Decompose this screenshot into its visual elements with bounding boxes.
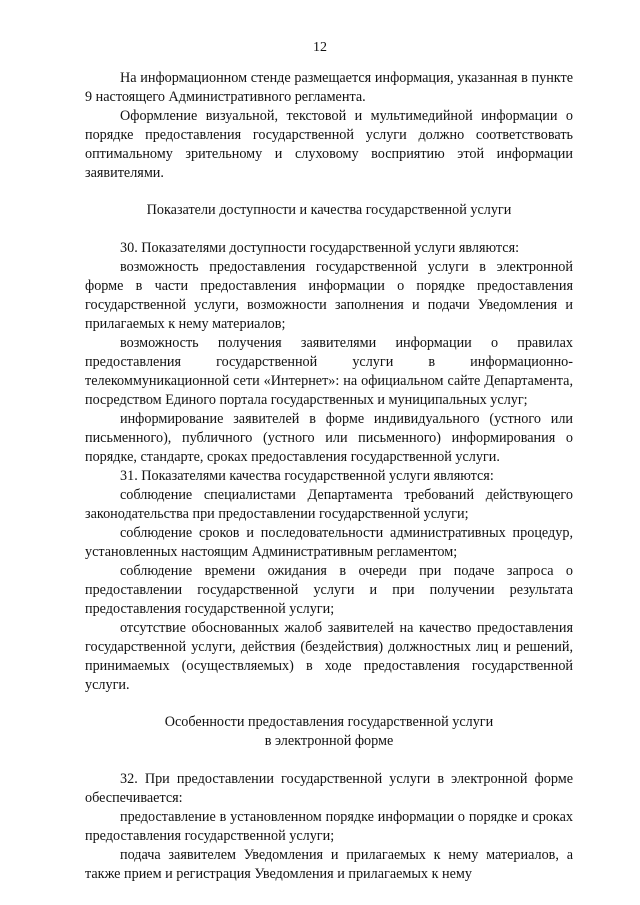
paragraph: 32. При предоставлении государственной услуги в электронной форме обеспечивается: [85, 771, 573, 806]
paragraph: 31. Показателями качества государственной услуги являются: [120, 468, 494, 484]
page-number: 12 [313, 40, 327, 55]
paragraph: соблюдение специалистами Департамента требований действующего законодательства при предоставлении государственной услуги; [85, 487, 573, 522]
paragraph: возможность предоставления государственной услуги в электронной форме в части предоставления информации о порядке предоставления государственной услуги, возможности заполнения и подачи Уведомления и прилагаемых к нему материалов; [85, 259, 573, 332]
paragraph: подача заявителем Уведомления и прилагаемых к нему материалов, а также прием и регистрация Уведомления и прилагаемых к нему [85, 847, 573, 882]
vertical-spacer [85, 220, 573, 239]
vertical-spacer [85, 183, 573, 201]
section-heading [85, 201, 573, 220]
section-heading-line: в электронной форме [264, 733, 394, 749]
section-heading-line: Показатели доступности и качества государственной услуги [146, 202, 512, 218]
paragraph: соблюдение сроков и последовательности административных процедур, установленных настоящим Административным регламентом; [85, 525, 573, 560]
section-heading-line: Особенности предоставления государственной услуги [164, 714, 494, 730]
vertical-spacer [85, 695, 573, 713]
paragraph: возможность получения заявителями информации о правилах предоставления государственной услуги в информационно-телекоммуникационной сети «Интернет»: на официальном сайте Департамента, посредством Единого портала государственных и муниципальных услуг; [85, 335, 573, 408]
section-heading [85, 713, 573, 751]
paragraph: 30. Показателями доступности государственной услуги являются: [120, 240, 520, 256]
vertical-spacer [85, 751, 573, 770]
paragraph: отсутствие обоснованных жалоб заявителей на качество предоставления государственной услуги, действия (бездействия) должностных лиц и решений, принимаемых (осуществляемых) в ходе предоставления государственной услуги. [85, 620, 573, 693]
paragraph: Оформление визуальной, текстовой и мультимедийной информации о порядке предоставления государственной услуги должно соответствовать оптимальному зрительному и слуховому восприятию этой информации заявителями. [85, 108, 573, 181]
paragraph: На информационном стенде размещается информация, указанная в пункте 9 настоящего Административного регламента. [85, 70, 573, 105]
paragraph: предоставление в установленном порядке информации о порядке и сроках предоставления государственной услуги; [85, 809, 573, 844]
paragraph: соблюдение времени ожидания в очереди при подаче запроса о предоставлении государственной услуги и при получении результата предоставления государственной услуги; [85, 563, 573, 617]
document-body [85, 69, 573, 884]
paragraph: информирование заявителей в форме индивидуального (устного или письменного), публичного (устного или письменного) информирования о порядке, стандарте, сроках предоставления государственной услуги. [85, 411, 573, 465]
